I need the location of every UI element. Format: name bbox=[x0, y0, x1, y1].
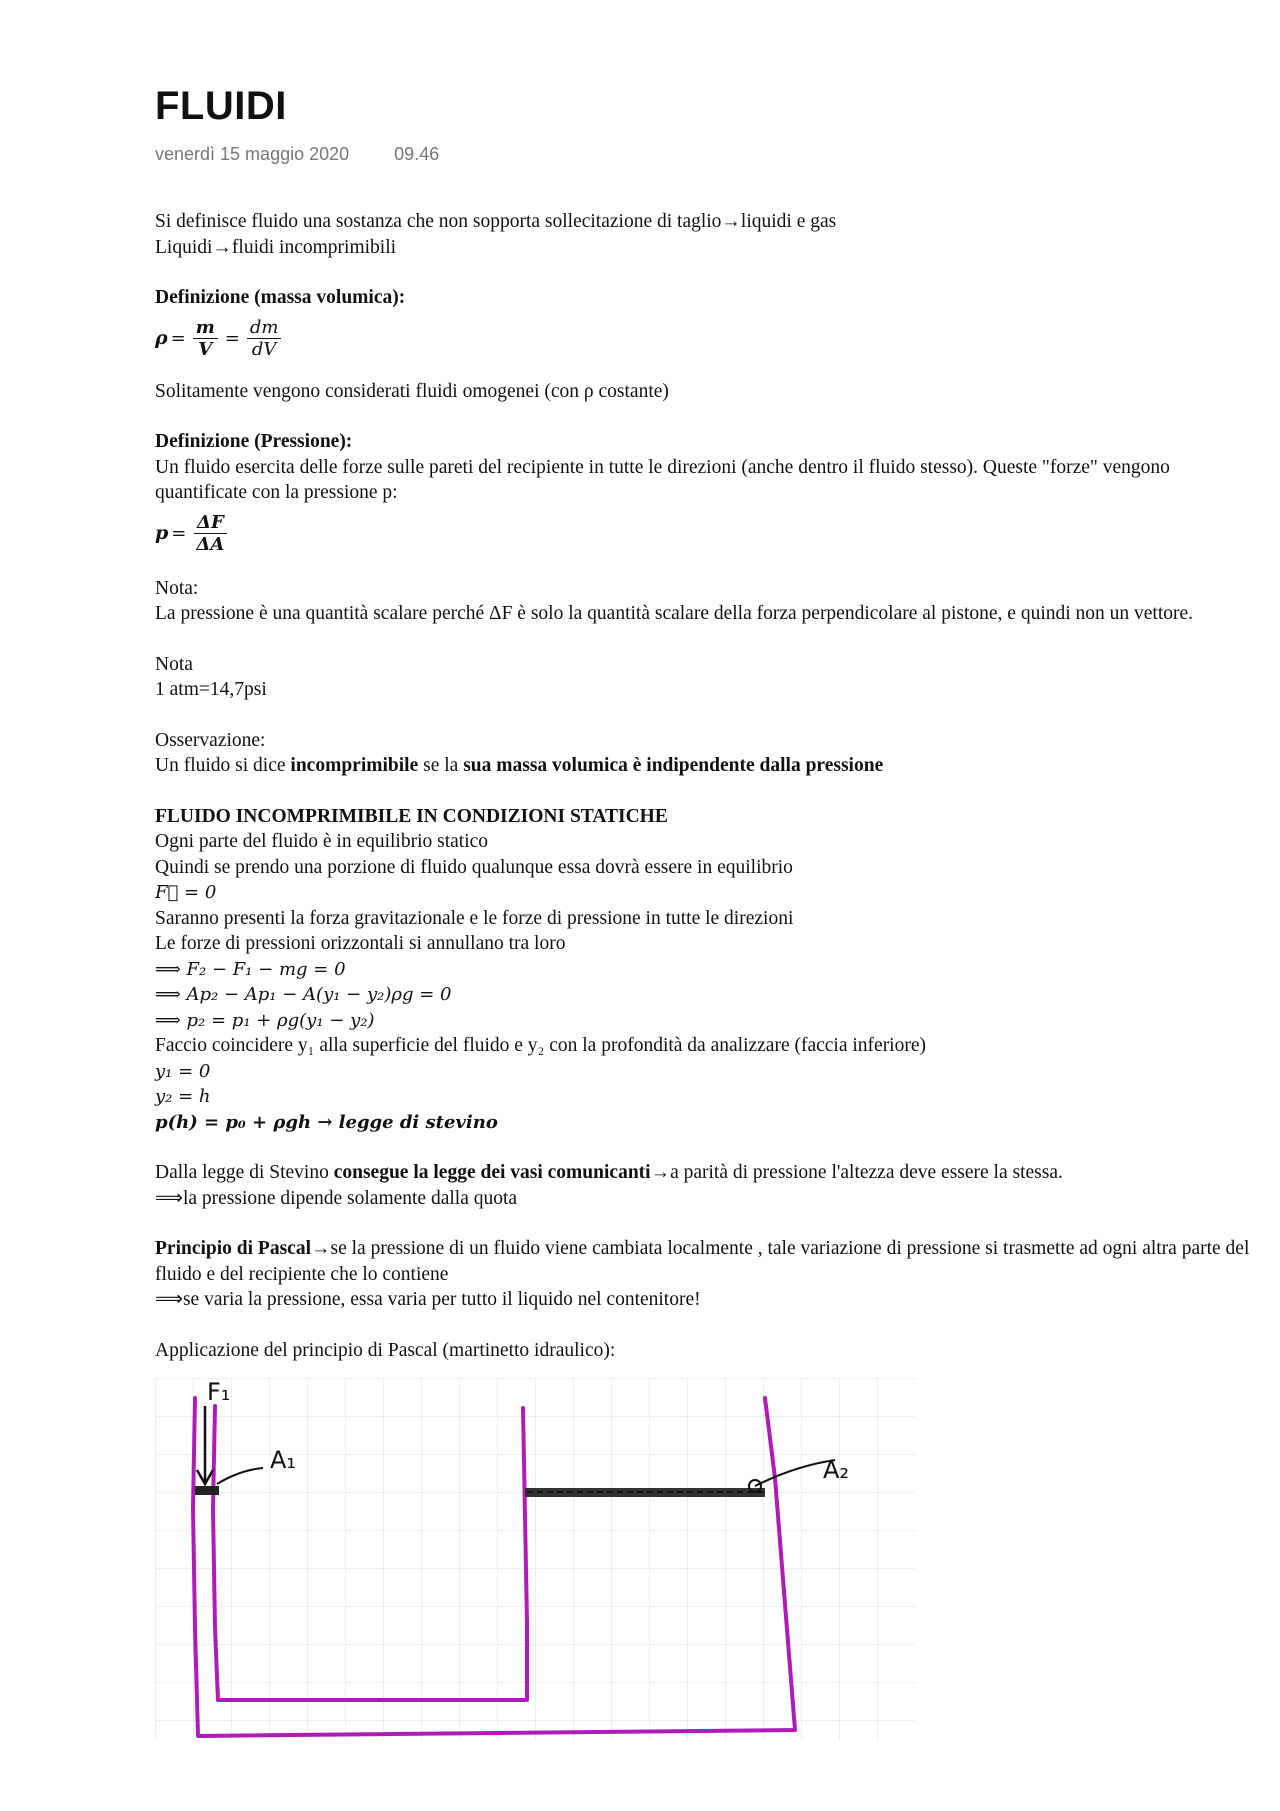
statics-heading: FLUIDO INCOMPRIMIBILE IN CONDIZIONI STATICHE bbox=[155, 805, 668, 827]
frac-denominator: V bbox=[198, 339, 213, 360]
force-over-area bbox=[193, 512, 227, 555]
statics-line: Faccio coincidere y₁ alla superficie del fluido e y₂ con la profondità da analizzare (faccia inferiore) bbox=[155, 1035, 926, 1056]
statics-equation: y₂ = h bbox=[155, 1086, 211, 1107]
grid-background bbox=[155, 1378, 915, 1740]
equals-sign: = bbox=[224, 327, 240, 349]
stevino-text bbox=[155, 1160, 1265, 1186]
density-heading: Definizione (massa volumica): bbox=[155, 287, 406, 308]
note-body bbox=[155, 209, 1265, 1363]
pascal-part: →se la pressione di un fluido viene cambiata localmente , tale variazione di pressione si trasmette ad ogni altra parte del fluido e del recipiente che lo contiene bbox=[155, 1238, 1250, 1285]
observation-bold: sua massa volumica è indipendente dalla pressione bbox=[463, 755, 884, 776]
label-a1: A₁ bbox=[270, 1446, 297, 1474]
equals-sign: = bbox=[171, 522, 187, 544]
mass-over-volume bbox=[193, 317, 218, 360]
timestamp bbox=[155, 144, 1265, 165]
label-f1: F₁ bbox=[207, 1378, 231, 1406]
pressure-formula bbox=[155, 506, 1265, 562]
time-text: 09.46 bbox=[394, 144, 440, 164]
date-text: venerdì 15 maggio 2020 bbox=[155, 144, 350, 164]
statics-equation: ⟹ p₂ = p₁ + ρg(y₁ − y₂) bbox=[155, 1009, 375, 1031]
label-a2: A₂ bbox=[823, 1456, 850, 1484]
observation-label: Osservazione: bbox=[155, 729, 266, 751]
note-page bbox=[155, 80, 1265, 1363]
observation-text bbox=[155, 753, 1265, 779]
statics-equation: ⟹ Ap₂ − Ap₁ − A(y₁ − y₂)ρg = 0 bbox=[155, 984, 452, 1005]
density-note: Solitamente vengono considerati fluidi omogenei (con ρ costante) bbox=[155, 380, 669, 402]
nota-label: Nota: bbox=[155, 577, 199, 599]
statics-equation: ⟹ F₂ − F₁ − mg = 0 bbox=[155, 958, 346, 980]
application-caption: Applicazione del principio di Pascal (martinetto idraulico): bbox=[155, 1339, 616, 1361]
stevino-line: ⟹la pressione dipende solamente dalla quota bbox=[155, 1187, 518, 1209]
statics-line: Ogni parte del fluido è in equilibrio statico bbox=[155, 831, 489, 852]
statics-equation: y₁ = 0 bbox=[155, 1060, 211, 1082]
stevino-part: Dalla legge di Stevino bbox=[155, 1162, 334, 1183]
stevino-bold: consegue la legge dei vasi comunicanti bbox=[333, 1162, 651, 1183]
frac-numerator: dm bbox=[247, 317, 282, 339]
frac-numerator: ΔF bbox=[194, 512, 227, 534]
pressure-symbol: p bbox=[155, 521, 169, 544]
statics-equation: F⃗ = 0 bbox=[155, 882, 217, 903]
density-symbol: ρ bbox=[155, 326, 168, 349]
statics-line: Le forze di pressioni orizzontali si annullano tra loro bbox=[155, 933, 566, 954]
observation-bold: incomprimibile bbox=[290, 755, 419, 776]
statics-line: Saranno presenti la forza gravitazionale e le forze di pressione in tutte le direzioni bbox=[155, 907, 794, 929]
statics-line: Quindi se prendo una porzione di fluido qualunque essa dovrà essere in equilibrio bbox=[155, 856, 793, 878]
nota-text: La pressione è una quantità scalare perché ΔF è solo la quantità scalare della forza perpendicolare al pistone, e quindi non un vettore. bbox=[155, 603, 1194, 624]
observation-part: Un fluido si dice bbox=[155, 755, 291, 776]
stevino-law: p(h) = p₀ + ρgh → legge di stevino bbox=[155, 1111, 498, 1133]
nota2-text: 1 atm=14,7psi bbox=[155, 679, 267, 700]
frac-denominator: dV bbox=[251, 339, 277, 360]
hydraulic-jack-sketch bbox=[155, 1378, 915, 1740]
pressure-text: Un fluido esercita delle forze sulle pareti del recipiente in tutte le direzioni (anche dentro il fluido stesso). Queste "forze" vengono quantificate con la pressione p: bbox=[155, 456, 1170, 503]
differential-fraction bbox=[247, 317, 282, 360]
equals-sign: = bbox=[170, 327, 186, 349]
stevino-part: →a parità di pressione l'altezza deve essere la stessa. bbox=[650, 1162, 1063, 1183]
pascal-text bbox=[155, 1236, 1265, 1287]
piston-a1 bbox=[195, 1486, 219, 1495]
intro-line-2: Liquidi→fluidi incomprimibili bbox=[155, 236, 397, 258]
intro-line-1: Si definisce fluido una sostanza che non sopporta sollecitazione di taglio→liquidi e gas bbox=[155, 211, 837, 232]
pascal-bold: Principio di Pascal bbox=[155, 1238, 311, 1259]
pressure-heading: Definizione (Pressione): bbox=[155, 431, 353, 452]
nota2-label: Nota bbox=[155, 653, 193, 675]
observation-part: se la bbox=[418, 755, 464, 776]
page-title: FLUIDI bbox=[155, 84, 287, 128]
pascal-line: ⟹se varia la pressione, essa varia per tutto il liquido nel contenitore! bbox=[155, 1289, 701, 1310]
frac-denominator: ΔA bbox=[196, 534, 225, 555]
density-formula bbox=[155, 311, 1265, 367]
frac-numerator: m bbox=[193, 317, 218, 339]
